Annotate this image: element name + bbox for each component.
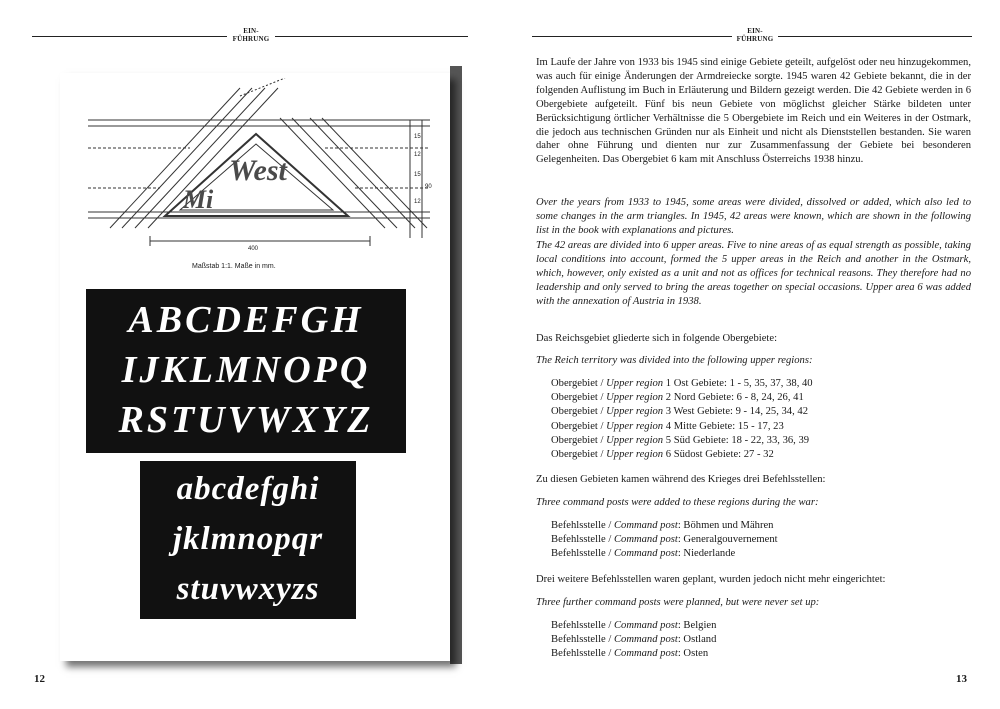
list-item: Obergebiet / Upper region 4 Mitte Gebiete: 15 - 17, 23 bbox=[551, 420, 784, 432]
list-item: Obergebiet / Upper region 1 Ost Gebiete: 1 - 5, 35, 37, 38, 40 bbox=[551, 378, 813, 389]
lowercase-row-1: abcdefghi bbox=[176, 471, 320, 507]
reich-heading-en: The Reich territory was divided into the following upper regions: bbox=[536, 355, 813, 366]
upper-regions-list bbox=[551, 377, 971, 462]
running-header bbox=[228, 27, 274, 43]
paragraph-german: Im Laufe der Jahre von 1933 bis 1945 sind einige Gebiete geteilt, aufgelöst oder neu hinzugekommen, was auch für einige Änderungen der Armdreiecke sorgte. 1945 waren 42 Gebiete bekannt, die in der folgenden Auflistung im Buch in Erläuterung und Bildern gezeigt werden. Die 42 Gebiete werden in 6 Obergebiete aufgeteilt. Fünf bis neun Gebiete von möglichst gleicher Stärke bildeten unter Berücksichtigung örtlicher Verhältnisse die 5 Obergebiete im Reich und ein Weiteres in der Ostmark, die jedoch aus technischen Gründen nur als Einheit und nicht als Dienststellen bestanden. Sie waren daher ohne Führung und dienten nur zur Zusammenfassung der Gebiete bei besonderen Gelegenheiten. Das Obergebiet 6 kam mit Anschluss Österreichs 1938 hinzu. bbox=[536, 57, 971, 166]
uppercase-row-3: RSTUVWXYZ bbox=[118, 399, 374, 441]
war-heading-de: Zu diesen Gebieten kamen während des Krieges drei Befehlsstellen: bbox=[536, 474, 826, 485]
lowercase-row-2: jklmnopqr bbox=[172, 521, 324, 557]
paragraph-english-1: Over the years from 1933 to 1945, some areas were divided, dissolved or added, which also led to some changes in the arm triangles. In 1945, 42 areas were known, which are shown in the following list in the book with explanations and pictures. bbox=[536, 197, 971, 236]
header-rule-right bbox=[275, 36, 468, 37]
header-rule-left bbox=[532, 36, 732, 37]
svg-text:15: 15 bbox=[414, 134, 421, 140]
list-item: Befehlsstelle / Command post: Generalgouvernement bbox=[551, 534, 778, 546]
header-rule-left bbox=[32, 36, 227, 37]
planned-posts-list bbox=[551, 619, 971, 662]
planned-heading-de: Drei weitere Befehlsstellen waren geplant, wurden jedoch nicht mehr eingerichtet: bbox=[536, 574, 886, 585]
list-item: Obergebiet / Upper region 5 Süd Gebiete: 18 - 22, 33, 36, 39 bbox=[551, 434, 810, 446]
command-posts-list bbox=[551, 519, 971, 562]
list-item: Obergebiet / Upper region 3 West Gebiete: 9 - 14, 25, 34, 42 bbox=[551, 406, 808, 418]
header-line-2: FÜHRUNG bbox=[736, 35, 774, 43]
diagram-caption: Maßstab 1:1. Maße in mm. bbox=[192, 263, 276, 270]
svg-text:12: 12 bbox=[414, 199, 421, 205]
arm-triangle-diagram bbox=[80, 78, 440, 283]
diagram-word-west: West bbox=[229, 154, 287, 187]
list-item: Befehlsstelle / Command post: Osten bbox=[551, 648, 709, 660]
planned-heading-en: Three further command posts were planned, but were never set up: bbox=[536, 597, 820, 608]
list-item: Befehlsstelle / Command post: Ostland bbox=[551, 634, 717, 646]
header-line-1: EIN- bbox=[243, 27, 259, 35]
header-line-1: EIN- bbox=[747, 27, 763, 35]
list-item: Befehlsstelle / Command post: Böhmen und Mähren bbox=[551, 520, 774, 531]
svg-text:90: 90 bbox=[425, 184, 432, 190]
running-header bbox=[732, 27, 778, 43]
war-heading-en: Three command posts were added to these regions during the war: bbox=[536, 497, 819, 508]
dimension-bottom-label: 400 bbox=[248, 246, 259, 252]
page-number: 12 bbox=[34, 673, 45, 685]
diagram-word-mi: Mi bbox=[182, 185, 214, 214]
svg-text:12: 12 bbox=[414, 152, 421, 158]
header-rule-right bbox=[778, 36, 972, 37]
page-number: 13 bbox=[956, 673, 967, 685]
uppercase-alphabet-block bbox=[86, 289, 406, 453]
figure-shadow bbox=[450, 66, 462, 664]
header-line-2: FÜHRUNG bbox=[232, 35, 270, 43]
list-item: Befehlsstelle / Command post: Belgien bbox=[551, 620, 717, 631]
right-page bbox=[500, 0, 1000, 709]
paragraph-english-2: The 42 areas are divided into 6 upper areas. Five to nine areas of as equal strength as possible, taking local conditions into account, formed the 5 upper areas in the Reich and another in the Ostmark, which, however, only existed as a unit and not as offices for technical reasons. They therefore had no leadership and only served to bring the areas together on special occasions. Upper area 6 was added with the annexation of Austria in 1938. bbox=[536, 240, 971, 307]
uppercase-row-1: ABCDEFGH bbox=[128, 299, 364, 341]
lowercase-alphabet-block bbox=[140, 461, 356, 619]
uppercase-row-2: IJKLMNOPQ bbox=[121, 349, 371, 391]
figure-plate bbox=[60, 73, 450, 661]
list-item: Obergebiet / Upper region 2 Nord Gebiete: 6 - 8, 24, 26, 41 bbox=[551, 392, 804, 404]
lowercase-row-3: stuvwxyzs bbox=[176, 571, 320, 607]
list-item: Befehlsstelle / Command post: Niederlande bbox=[551, 548, 736, 560]
svg-text:15: 15 bbox=[414, 172, 421, 178]
list-item: Obergebiet / Upper region 6 Südost Gebiete: 27 - 32 bbox=[551, 449, 774, 461]
reich-heading-de: Das Reichsgebiet gliederte sich in folgende Obergebiete: bbox=[536, 333, 778, 344]
